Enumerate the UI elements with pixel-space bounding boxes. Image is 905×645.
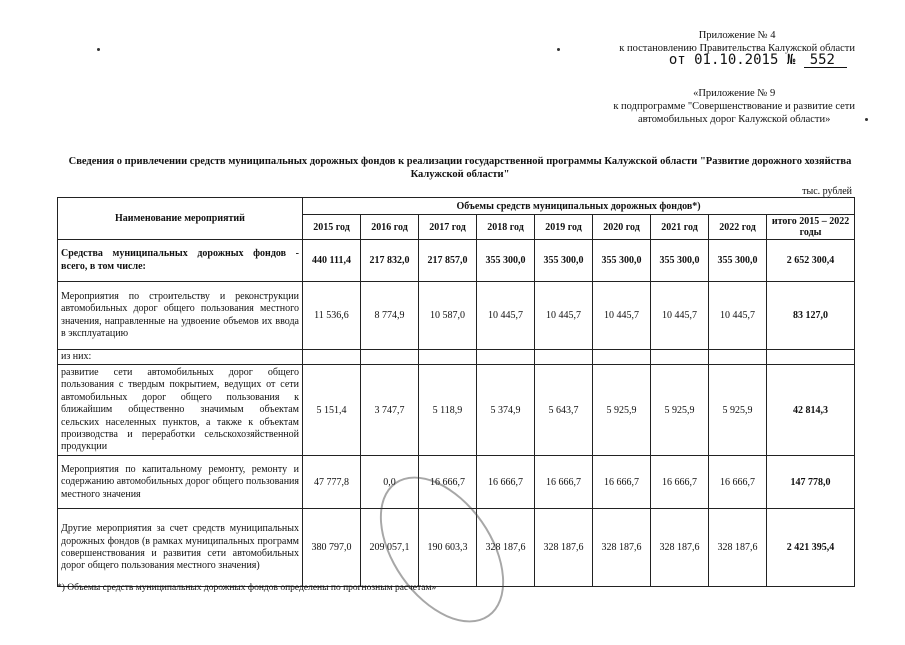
- value-cell: 5 118,9: [419, 365, 477, 456]
- row-name: из них:: [58, 350, 303, 365]
- total-cell: 83 127,0: [767, 282, 855, 350]
- value-cell: 16 666,7: [477, 456, 535, 509]
- table-row: [58, 509, 855, 587]
- row-name: Другие мероприятия за счет средств муниципальных дорожных фондов (в рамках муниципальных программ совершенствования и развития сети автомобильных дорог общего пользования местного значения): [58, 509, 303, 587]
- value-cell: [477, 350, 535, 365]
- resolution-number: 552: [804, 54, 847, 68]
- scan-speck: [865, 118, 868, 121]
- value-cell: 355 300,0: [593, 240, 651, 282]
- value-cell: 217 857,0: [419, 240, 477, 282]
- document-title: Сведения о привлечении средств муниципальных дорожных фондов к реализации государственной программы Калужской области "Развитие дорожного хозяйства Калужской области": [68, 156, 852, 180]
- table-row: [58, 282, 855, 350]
- col-name-header: Наименование мероприятий: [58, 198, 303, 240]
- year-header: 2022 год: [709, 215, 767, 240]
- subprogram-header: [613, 87, 855, 126]
- value-cell: 10 445,7: [535, 282, 593, 350]
- value-cell: 217 832,0: [361, 240, 419, 282]
- value-cell: 355 300,0: [651, 240, 709, 282]
- total-cell: 42 814,3: [767, 365, 855, 456]
- value-cell: 328 187,6: [477, 509, 535, 587]
- year-header: 2018 год: [477, 215, 535, 240]
- value-cell: 16 666,7: [535, 456, 593, 509]
- group-header: Объемы средств муниципальных дорожных фондов*): [303, 198, 855, 215]
- value-cell: 190 603,3: [419, 509, 477, 587]
- value-cell: 209 057,1: [361, 509, 419, 587]
- value-cell: 16 666,7: [419, 456, 477, 509]
- value-cell: 328 187,6: [535, 509, 593, 587]
- value-cell: [419, 350, 477, 365]
- total-cell: 2 421 395,4: [767, 509, 855, 587]
- table-row: [58, 365, 855, 456]
- value-cell: 355 300,0: [477, 240, 535, 282]
- year-header: 2020 год: [593, 215, 651, 240]
- value-cell: 10 445,7: [593, 282, 651, 350]
- value-cell: 10 445,7: [709, 282, 767, 350]
- value-cell: 355 300,0: [709, 240, 767, 282]
- value-cell: 10 445,7: [651, 282, 709, 350]
- year-header: итого 2015 – 2022 годы: [767, 215, 855, 240]
- year-header: 2016 год: [361, 215, 419, 240]
- resolution-reference: к постановлению Правительства Калужской области: [619, 43, 855, 54]
- scan-speck: [557, 48, 560, 51]
- value-cell: 5 374,9: [477, 365, 535, 456]
- value-cell: 11 536,6: [303, 282, 361, 350]
- value-cell: [709, 350, 767, 365]
- total-cell: 147 778,0: [767, 456, 855, 509]
- value-cell: [651, 350, 709, 365]
- footnote: *) Объемы средств муниципальных дорожных фондов определены по прогнозным расчетам»: [57, 583, 437, 593]
- value-cell: 440 111,4: [303, 240, 361, 282]
- row-name: Мероприятия по строительству и реконструкции автомобильных дорог общего пользования местного значения, направленные на удвоение объемов их ввода в эксплуатацию: [58, 282, 303, 350]
- year-header: 2017 год: [419, 215, 477, 240]
- row-name: Средства муниципальных дорожных фондов - всего, в том числе:: [58, 240, 303, 282]
- value-cell: [303, 350, 361, 365]
- year-header: 2019 год: [535, 215, 593, 240]
- total-cell: 2 652 300,4: [767, 240, 855, 282]
- value-cell: 5 925,9: [651, 365, 709, 456]
- value-cell: 8 774,9: [361, 282, 419, 350]
- value-cell: 5 925,9: [709, 365, 767, 456]
- scan-speck: [97, 48, 100, 51]
- value-cell: [361, 350, 419, 365]
- value-cell: 328 187,6: [709, 509, 767, 587]
- value-cell: 328 187,6: [651, 509, 709, 587]
- value-cell: [535, 350, 593, 365]
- total-cell: [767, 350, 855, 365]
- value-cell: 3 747,7: [361, 365, 419, 456]
- table-row: [58, 350, 855, 365]
- value-cell: 380 797,0: [303, 509, 361, 587]
- year-header: 2021 год: [651, 215, 709, 240]
- value-cell: 5 925,9: [593, 365, 651, 456]
- value-cell: 16 666,7: [651, 456, 709, 509]
- funds-table: [57, 197, 855, 587]
- table-row: [58, 456, 855, 509]
- value-cell: 10 445,7: [477, 282, 535, 350]
- row-name: развитие сети автомобильных дорог общего пользования с твердым покрытием, ведущих от сети автомобильных дорог общего пользования к ближайшим общественно значимым объектам сельских населенных пунктов, а также к объектам производства и переработки сельскохозяйственной продукции: [58, 365, 303, 456]
- value-cell: 328 187,6: [593, 509, 651, 587]
- value-cell: 0,0: [361, 456, 419, 509]
- value-cell: 47 777,8: [303, 456, 361, 509]
- year-header: 2015 год: [303, 215, 361, 240]
- table-row: [58, 240, 855, 282]
- value-cell: 5 643,7: [535, 365, 593, 456]
- subprogram-line1: к подпрограмме "Совершенствование и развитие сети: [613, 101, 855, 112]
- resolution-date: [669, 54, 847, 68]
- value-cell: 5 151,4: [303, 365, 361, 456]
- subprogram-line2: автомобильных дорог Калужской области»: [637, 114, 831, 125]
- units-label: тыс. рублей: [802, 186, 852, 197]
- value-cell: 16 666,7: [709, 456, 767, 509]
- value-cell: [593, 350, 651, 365]
- value-cell: 16 666,7: [593, 456, 651, 509]
- value-cell: 10 587,0: [419, 282, 477, 350]
- row-name: Мероприятия по капитальному ремонту, ремонту и содержанию автомобильных дорог общего пользования местного значения: [58, 456, 303, 509]
- appendix-number: Приложение № 4: [698, 30, 776, 41]
- appendix9-label: «Приложение № 9: [693, 88, 776, 99]
- value-cell: 355 300,0: [535, 240, 593, 282]
- date-prefix: от 01.10.2015 №: [668, 52, 796, 68]
